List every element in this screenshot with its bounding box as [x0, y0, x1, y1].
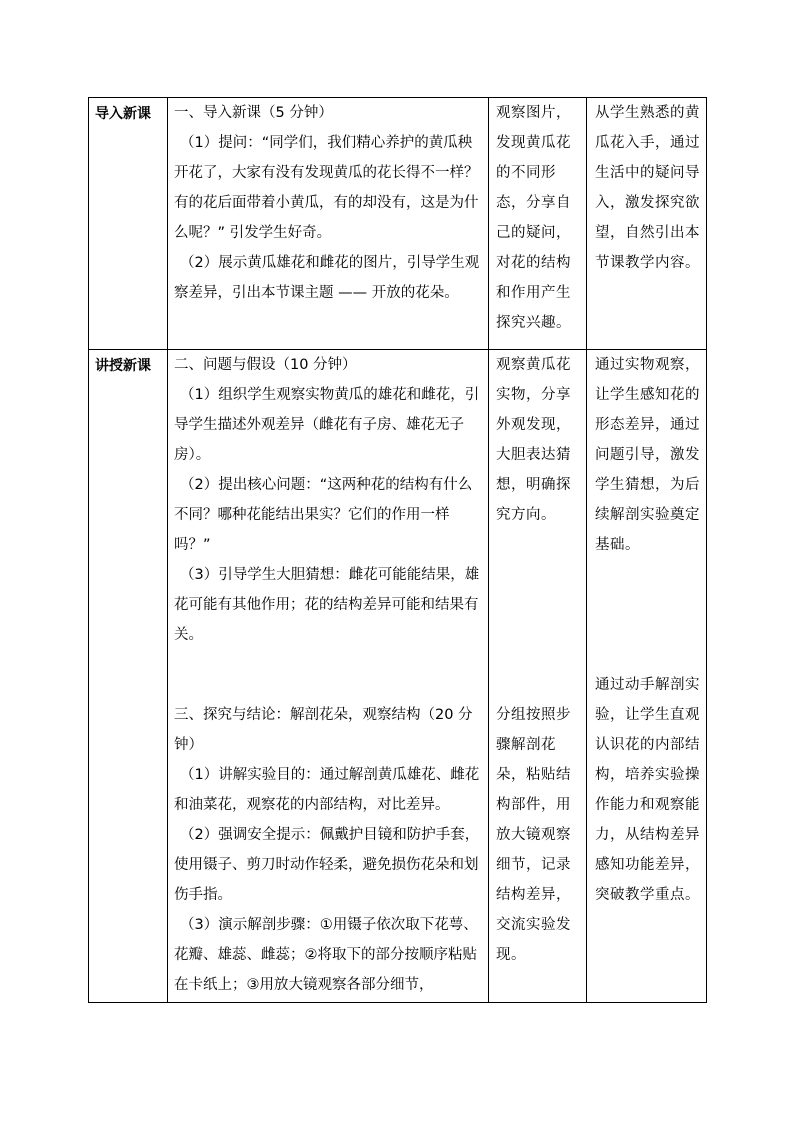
- design-intent-cell: [587, 350, 707, 1003]
- activity-step: （1）组织学生观察实物黄瓜的雄花和雌花，引导学生描述外观差异（雌花有子房、雄花无子房）。: [174, 387, 480, 463]
- student-activity-text: 观察图片，发现黄瓜花的不同形态，分享自己的疑问，对花的结构和作用产生探究兴趣。: [496, 105, 571, 331]
- section-label: 导入新课: [95, 106, 151, 122]
- student-activity-cell: [489, 350, 587, 1003]
- table-row-intro: [89, 98, 707, 350]
- student-activity-text: 分组按照步骤解剖花朵，粘贴结构部件，用放大镜观察细节，记录结构差异，交流实验发现。: [496, 707, 571, 963]
- section-label: 讲授新课: [95, 358, 151, 374]
- student-activity-cell: [489, 98, 587, 350]
- section-label-cell: [89, 350, 168, 1003]
- activity-heading: 二、问题与假设（10 分钟）: [174, 357, 357, 373]
- table-row-new-lesson: [89, 350, 707, 1003]
- teacher-activity-cell: [168, 98, 489, 350]
- student-activity-text: 观察黄瓜花实物，分享外观发现，大胆表达猜想，明确探究方向。: [496, 357, 571, 523]
- design-intent-text: 通过实物观察，让学生感知花的形态差异，通过问题引导，激发学生猜想，为后续解剖实验奠定基础。: [595, 357, 700, 553]
- design-intent-text: 从学生熟悉的黄瓜花入手，通过生活中的疑问导入，激发探究欲望，自然引出本节课教学内容。: [595, 105, 700, 271]
- activity-heading: 三、探究与结论：解剖花朵，观察结构（20 分钟）: [174, 707, 473, 753]
- activity-step: （1）讲解实验目的：通过解剖黄瓜雄花、雌花和油菜花，观察花的内部结构，对比差异。: [174, 767, 480, 813]
- activity-step: （2）强调安全提示：佩戴护目镜和防护手套，使用镊子、剪刀时动作轻柔，避免损伤花朵和划伤手指。: [174, 827, 480, 903]
- activity-step: （1）提问：“同学们，我们精心养护的黄瓜秧开花了，大家有没有发现黄瓜的花长得不一样？有的花后面带着小黄瓜，有的却没有，这是为什么呢？” 引发学生好奇。: [174, 135, 479, 241]
- design-intent-cell: [587, 98, 707, 350]
- lesson-plan-table: [88, 97, 707, 1003]
- activity-step: （2）展示黄瓜雄花和雌花的图片，引导学生观察差异，引出本节课主题 —— 开放的花朵。: [174, 255, 480, 301]
- activity-step: （3）演示解剖步骤：①用镊子依次取下花萼、花瓣、雄蕊、雌蕊；②将取下的部分按顺序粘贴在卡纸上；③用放大镜观察各部分细节，: [174, 917, 478, 993]
- activity-step: （3）引导学生大胆猜想：雌花可能能结果，雄花可能有其他作用；花的结构差异可能和结果有关。: [174, 567, 480, 643]
- activity-step: （2）提出核心问题：“这两种花的结构有什么不同？哪种花能结出果实？它们的作用一样吗？”: [174, 477, 473, 553]
- teacher-activity-cell: [168, 350, 489, 1003]
- section-label-cell: [89, 98, 168, 350]
- design-intent-text: 通过动手解剖实验，让学生直观认识花的内部结构，培养实验操作能力和观察能力，从结构差异感知功能差异，突破教学重点。: [595, 677, 700, 903]
- activity-heading: 一、导入新课（5 分钟）: [174, 105, 333, 121]
